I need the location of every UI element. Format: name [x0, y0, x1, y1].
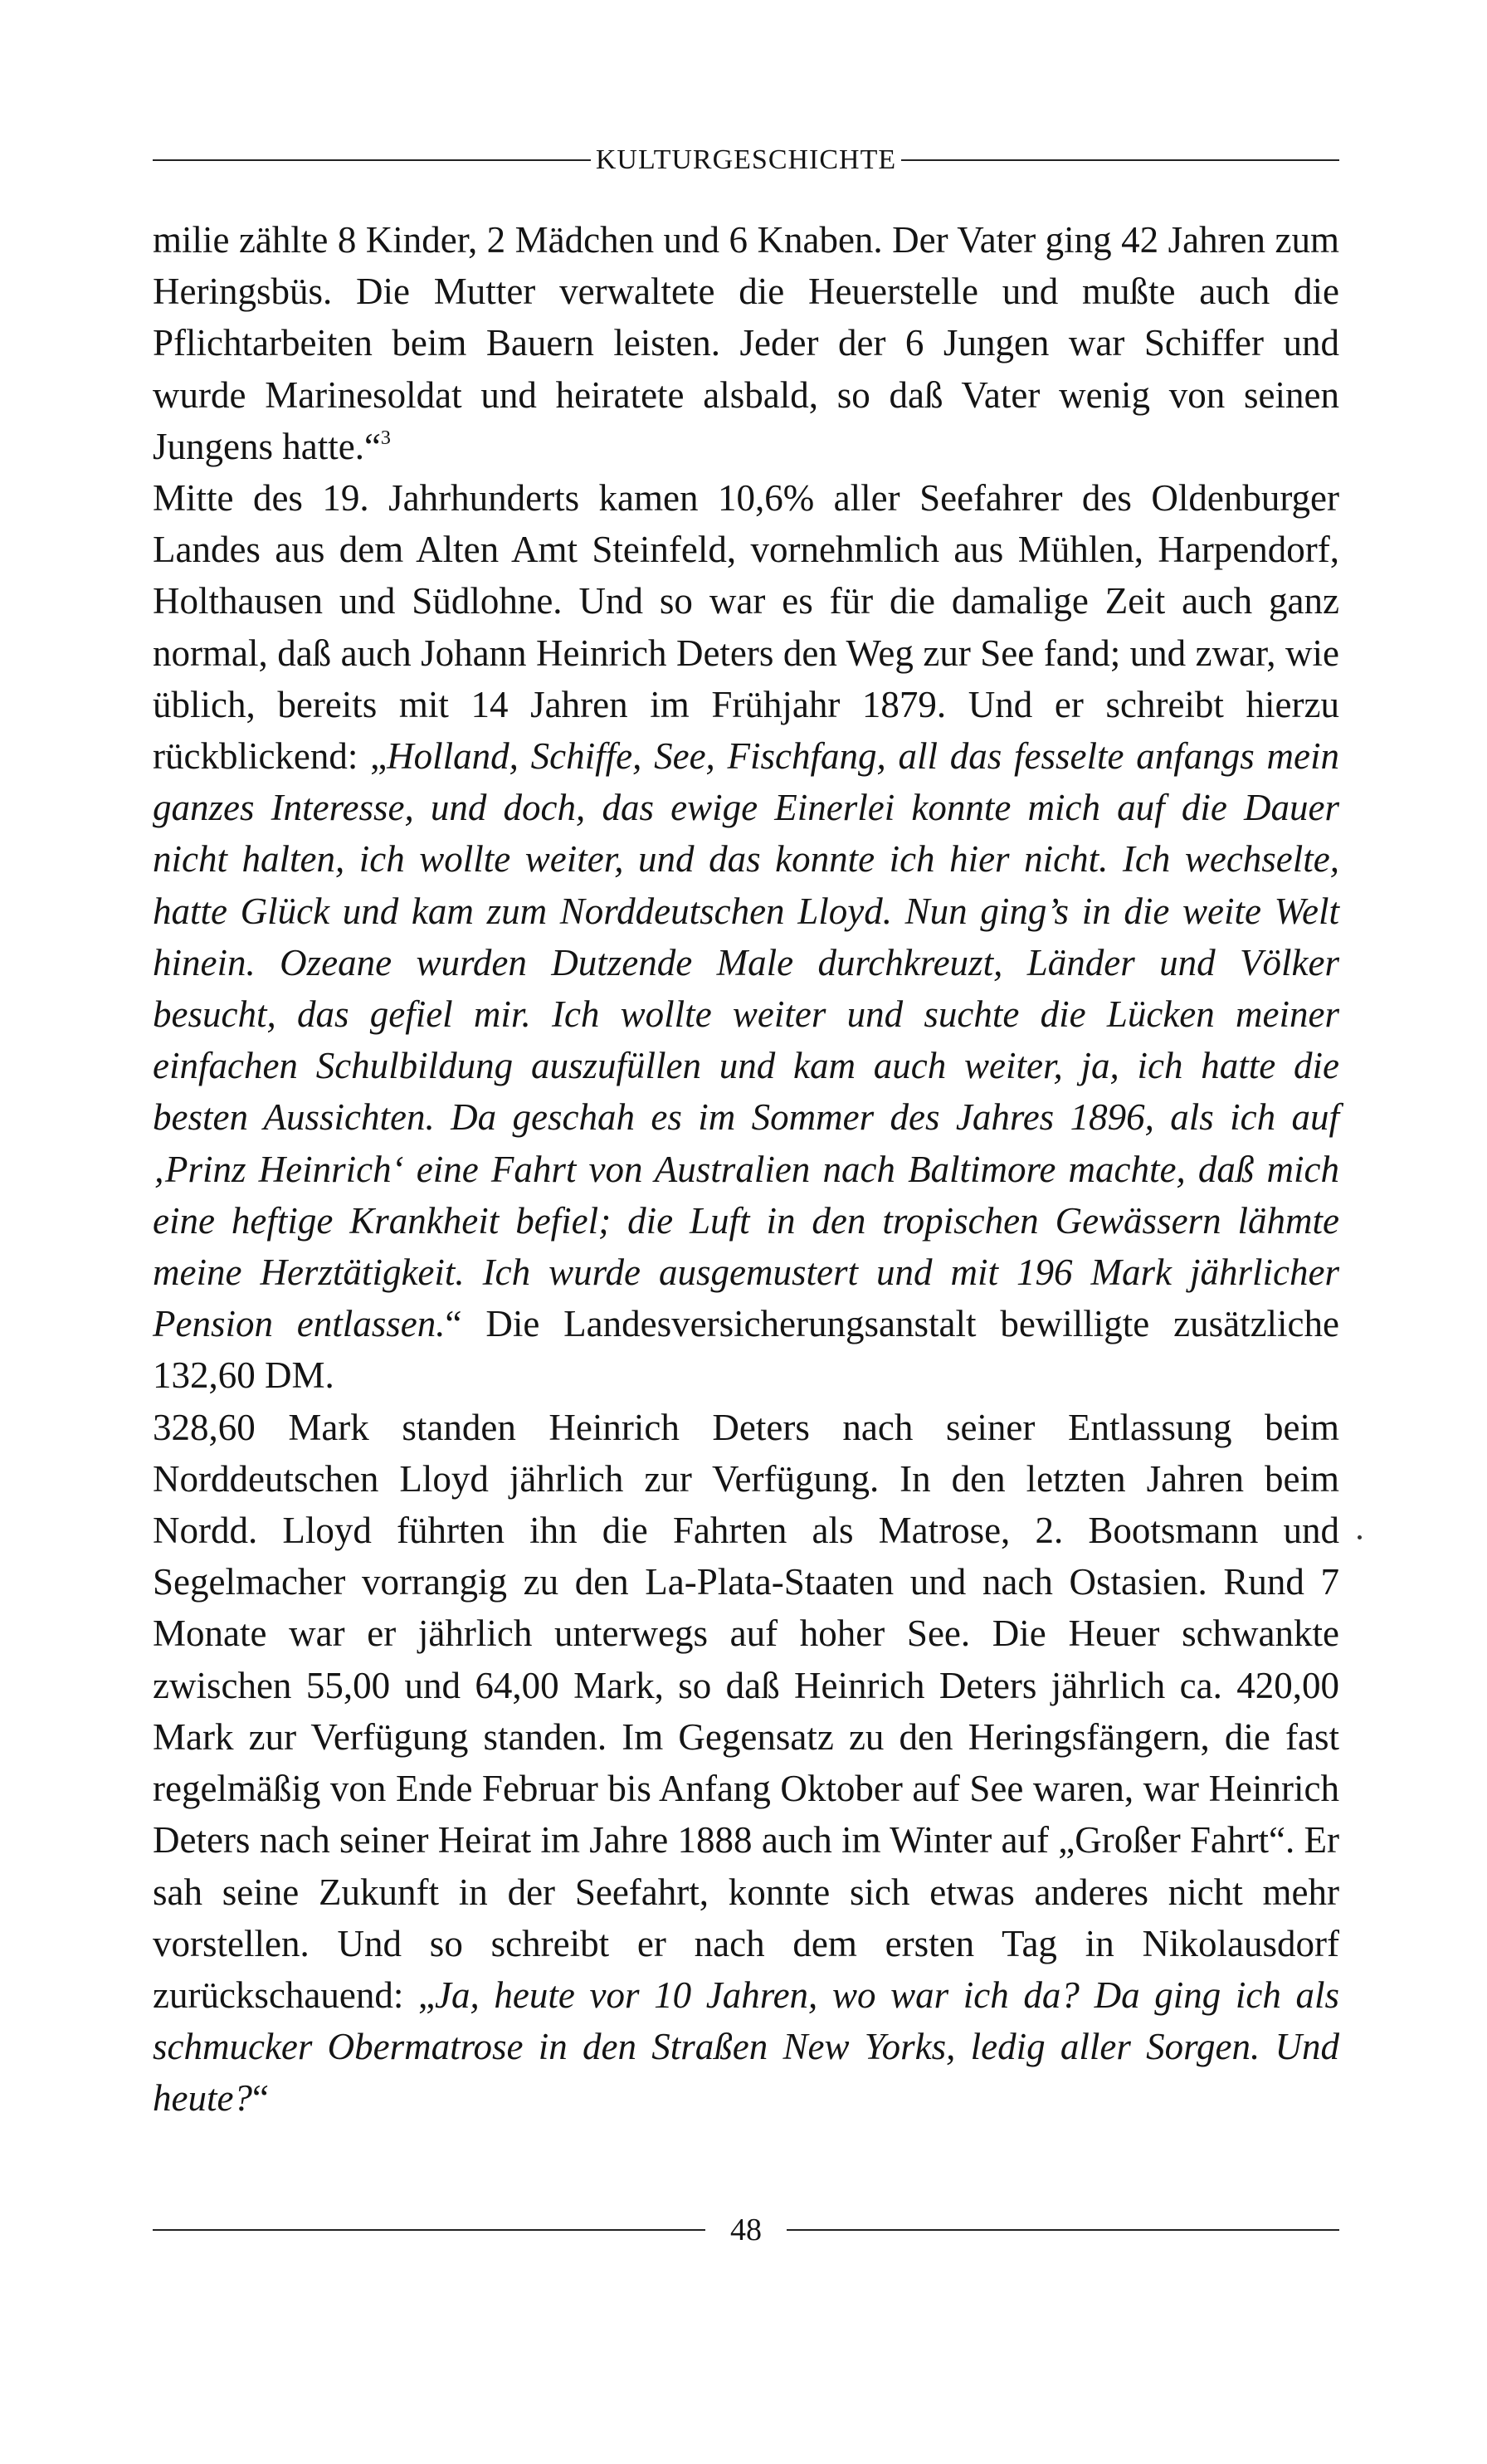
paragraph-text: “ Die Landesversicherungsanstalt bewilligte zusätzliche 132,60 DM.: [153, 1303, 1340, 1397]
footnote-marker: 3: [380, 427, 391, 449]
page-number: 48: [730, 2213, 762, 2247]
footer-rule-left: [153, 2229, 705, 2231]
page-footer: [153, 2209, 1339, 2251]
margin-mark: [1358, 1535, 1362, 1539]
paragraph: [153, 472, 1339, 1402]
body-text: [153, 214, 1339, 2125]
header-rule-left: [153, 159, 591, 161]
header-title: KULTURGESCHICHTE: [595, 144, 897, 175]
paragraph-text: “: [251, 2077, 269, 2120]
paragraph-text: milie zählte 8 Kinder, 2 Mädchen und 6 Knaben. Der Vater ging 42 Jahren zum Heringsbüs. Die Mutter verwaltete die Heuerstelle und mußte auch die Pflichtarbeiten beim Bauern leisten. Jeder der 6 Jungen war Schiffer und wurde Marinesoldat und heiratete alsbald, so daß Vater wenig von seinen Jungens hatte.“: [153, 219, 1339, 467]
footer-rule-right: [787, 2229, 1339, 2231]
quote-text: Ja, heute vor 10 Jahren, wo war ich da? Da ging ich als schmucker Obermatrose in den Straßen New Yorks, ledig aller Sorgen. Und heute?: [153, 1974, 1340, 2120]
paragraph-text: 328,60 Mark standen Heinrich Deters nach seiner Entlassung beim Norddeutschen Lloyd jährlich zur Verfügung. In den letzten Jahren beim Nordd. Lloyd führten ihn die Fahrten als Matrose, 2. Bootsmann und Segelmacher vorrangig zu den La-Plata-Staaten und nach Ostasien. Rund 7 Monate war er jährlich unterwegs auf hoher See. Die Heuer schwankte zwischen 55,00 und 64,00 Mark, so daß Heinrich Deters jährlich ca. 420,00 Mark zur Verfügung standen. Im Gegensatz zu den Heringsfängern, die fast regelmäßig von Ende Februar bis Anfang Oktober auf See waren, war Heinrich Deters nach seiner Heirat im Jahre 1888 auch im Winter auf „Großer Fahrt“. Er sah seine Zukunft in der Seefahrt, konnte sich etwas anderes nicht mehr vorstellen. Und so schreibt er nach dem ersten Tag in Nikolausdorf zurückschauend: „: [153, 1406, 1339, 2016]
quote-text: Holland, Schiffe, See, Fischfang, all das fesselte anfangs mein ganzes Interesse, und doch, das ewige Einerlei konnte mich auf die Dauer nicht halten, ich wollte weiter, und das konnte ich hier nicht. Ich wechselte, hatte Glück und kam zum Norddeutschen Lloyd. Nun ging’s in die weite Welt hinein. Ozeane wurden Dutzende Male durchkreuzt, Länder und Völker besucht, das gefiel mir. Ich wollte weiter und suchte die Lücken meiner einfachen Schulbildung auszufüllen und kam auch weiter, ja, ich hatte die besten Aussichten. Da geschah es im Sommer des Jahres 1896, als ich auf ‚Prinz Heinrich‘ eine Fahrt von Australien nach Baltimore machte, daß mich eine heftige Krankheit befiel; die Luft in den tropischen Gewässern lähmte meine Herztätigkeit. Ich wurde ausgemustert und mit 196 Mark jährlicher Pension entlassen.: [153, 735, 1339, 1345]
paragraph: [153, 214, 1339, 472]
running-header: [153, 139, 1339, 181]
header-rule-right: [901, 159, 1339, 161]
paragraph-text: Mitte des 19. Jahrhunderts kamen 10,6% aller Seefahrer des Oldenburger Landes aus dem Alten Amt Steinfeld, vornehmlich aus Mühlen, Harpendorf, Holthausen und Südlohne. Und so war es für die damalige Zeit auch ganz normal, daß auch Johann Heinrich Deters den Weg zur See fand; und zwar, wie üblich, bereits mit 14 Jahren im Frühjahr 1879. Und er schreibt hierzu rückblickend: „: [153, 477, 1339, 778]
paragraph: [153, 1402, 1339, 2125]
